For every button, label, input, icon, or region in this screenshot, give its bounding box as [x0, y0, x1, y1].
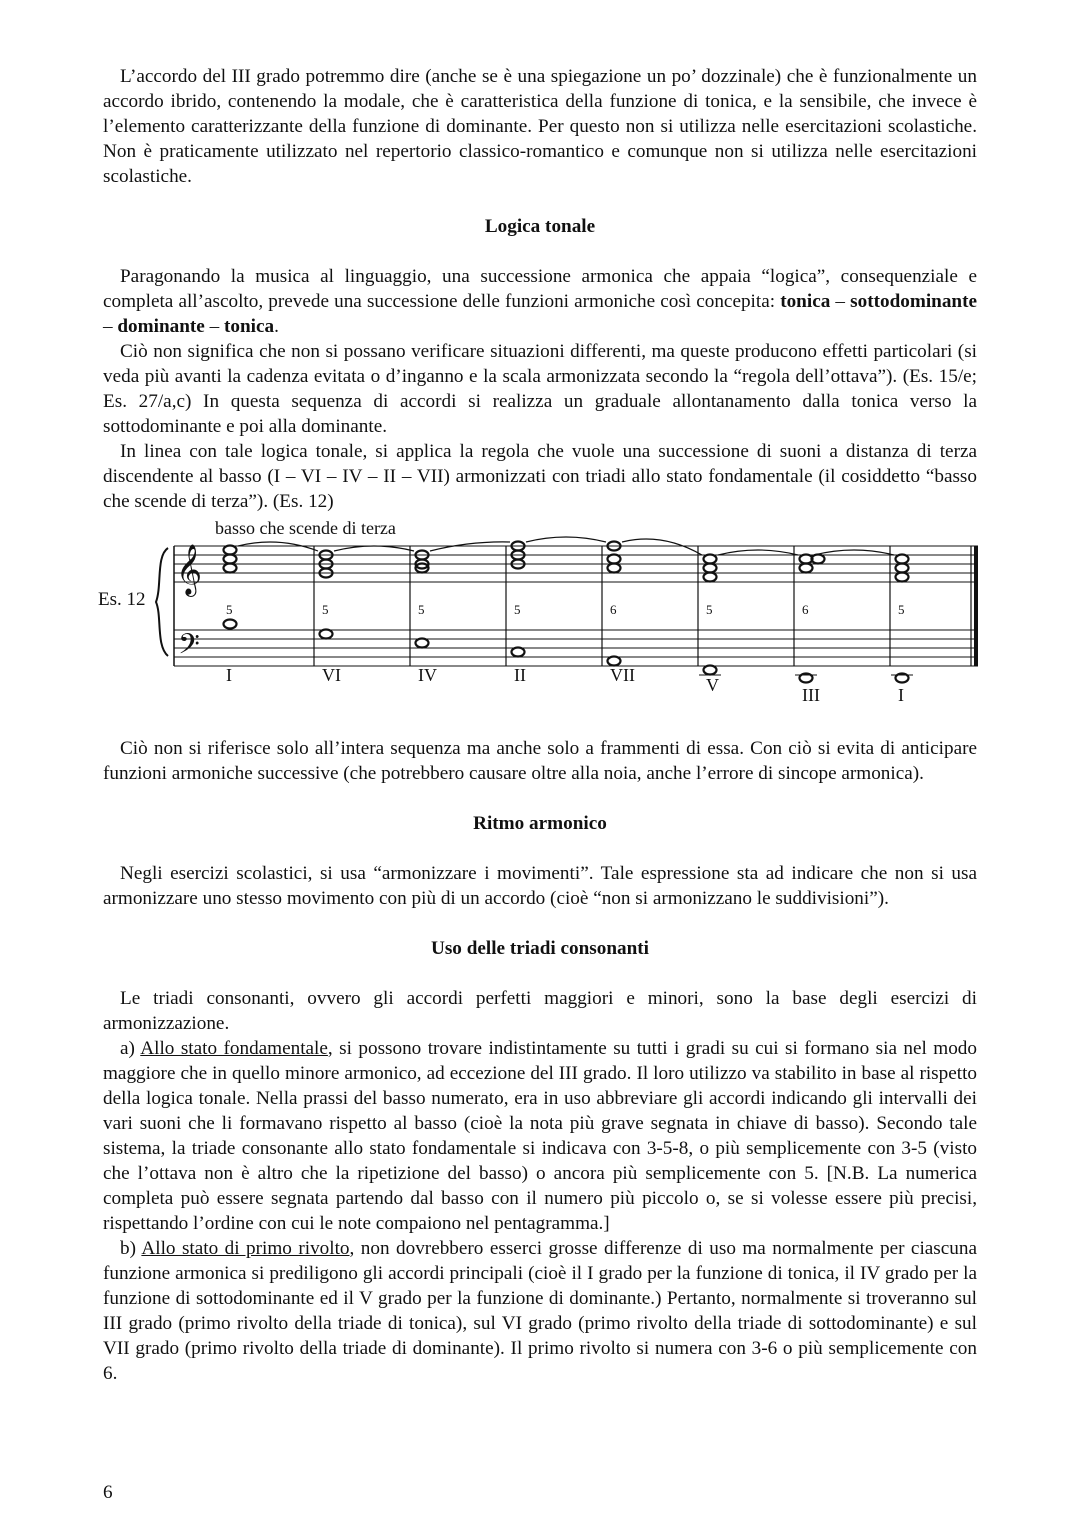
treble-note: [800, 564, 813, 573]
tie: [334, 546, 414, 551]
figure-8: 5: [898, 602, 905, 617]
tie: [622, 539, 702, 555]
heading-triadi: Uso delle triadi consonanti: [430, 938, 649, 959]
treble-note: [608, 564, 621, 573]
figure-4: 5: [514, 602, 521, 617]
treble-note: [704, 573, 717, 582]
bass-note: [512, 648, 525, 657]
heading-logica-tonale: Logica tonale: [484, 216, 596, 237]
music-example-12: [98, 516, 977, 716]
degree-3: IV: [418, 665, 437, 685]
example-label: Es. 12: [98, 589, 146, 610]
score-image: [98, 516, 978, 716]
treble-note: [896, 555, 909, 564]
paragraph-logica-1: Paragonando la musica al linguaggio, una successione armonica che appaia “logica”, consequenziale e completa all’ascolto, prevede una successione delle funzioni armoniche così concepita: tonica – sottodominante – dominante – tonica.: [103, 266, 978, 337]
treble-note: [224, 564, 237, 573]
paragraph-logica-2: Ciò non significa che non si possano verificare situazioni differenti, ma queste producono effetti particolari (si veda più avanti la cadenza evitata o d’inganno e la scala armonizzata secondo la “regola dell’ottava”). (Es. 15/e; Es. 27/a,c) In questa sequenza di accordi si realizza un graduale allontanamento dalla tonica verso la sottodominante e poi alla dominante.: [103, 341, 977, 437]
bass-note: [416, 639, 429, 648]
page-body: [98, 64, 978, 1386]
treble-note: [704, 564, 717, 573]
treble-note: [224, 555, 237, 564]
paragraph-triadi-1: Le triadi consonanti, ovvero gli accordi perfetti maggiori e minori, sono la base degli esercizi di armonizzazione.: [103, 988, 977, 1034]
paragraph-after-example: Ciò non si riferisce solo all’intera sequenza ma anche solo a frammenti di essa. Con ciò si evita di anticipare funzioni armoniche successive (che potrebbero causare oltre alla noia, anche l’errore di sincope armonica).: [103, 738, 977, 784]
brace: [156, 548, 168, 656]
figure-6: 5: [706, 602, 713, 617]
paragraph-ritmo: Negli esercizi scolastici, si usa “armonizzare i movimenti”. Tale espressione sta ad indicare che non si usa armonizzare uno stesso movimento con più di un accordo (cioè “non si armonizzano le suddivisioni”).: [103, 863, 977, 909]
tie: [526, 537, 606, 542]
bass-note: [224, 620, 237, 629]
example-caption: basso che scende di terza: [215, 518, 396, 538]
paragraph-triadi-a: a) Allo stato fondamentale, si possono trovare indistintamente su tutti i gradi su cui si formano sia nel modo maggiore che in quello minore armonico, ad eccezione del III grado. Il loro utilizzo va stabilito in base al rispetto della logica tonale. Nella prassi del basso numerato, era in uso abbreviare gli accordi indicando gli intervalli dei vari suoni che li formavano rispetto al basso (cioè la nota più grave segnata in chiave di basso). Secondo tale sistema, la triade consonante allo stato fondamentale si indicava con 3-5-8, o più semplicemente con 3-5 (visto che l’ottava non è altro che la ripetizione del basso) o ancora più semplicemente con 5. [N.B. La numerica completa può essere segnata partendo dal basso con il numero più piccolo o, se si volesse essere più precisi, rispettando l’ordine con cui le note compaiono nel pentagramma.]: [103, 1038, 977, 1234]
treble-clef-icon: 𝄞: [176, 544, 203, 595]
paragraph-logica-3: In linea con tale logica tonale, si applica la regola che vuole una successione di suoni a distanza di terza discendente al basso (I – VI – IV – II – VII) armonizzati con triadi allo stato fondamentale (il cosiddetto “basso che scende di terza”). (Es. 12): [103, 441, 977, 512]
degree-2: VI: [322, 665, 341, 685]
treble-staff: [174, 546, 978, 582]
figure-1: 5: [226, 602, 233, 617]
treble-note: [704, 555, 717, 564]
figure-3: 5: [418, 602, 425, 617]
degree-6: V: [706, 675, 719, 695]
degree-5: VII: [610, 665, 635, 685]
bass-note: [704, 666, 717, 675]
tie: [814, 550, 894, 555]
figure-2: 5: [322, 602, 329, 617]
figured-bass: [226, 602, 905, 617]
degree-4: II: [514, 665, 526, 685]
figure-5: 6: [610, 602, 617, 617]
degree-8: I: [898, 685, 904, 705]
tie: [718, 550, 798, 555]
paragraph-triadi-b: b) Allo stato di primo rivolto, non dovrebbero esserci grosse differenze di uso ma normalmente per ciascuna funzione armonica si prediligono gli accordi principali (cioè il I grado per la funzione di tonica, il IV grado per la funzione di sottodominante ed il V grado per la funzione di dominante.) Pertanto, normalmente si troveranno sul III grado (primo rivolto della triade di tonica), sul VI grado (primo rivolto della triade di sottodominante) e sul VII grado (primo rivolto della triade di dominante). Il primo rivolto si numera con 3-6 o più semplicemente con 6.: [103, 1238, 977, 1384]
treble-note: [224, 546, 237, 555]
treble-note: [896, 573, 909, 582]
paragraph-intro: L’accordo del III grado potremmo dire (anche se è una spiegazione un po’ dozzinale) che è funzionalmente un accordo ibrido, contenendo la modale, che è caratteristica della funzione di tonica, e la sensibile, che invece è l’elemento caratterizzante della funzione di dominante. Per questo non si utilizza nelle esercitazioni scolastiche. Non è praticamente utilizzato nel repertorio classico-romantico e comunque non si utilizza nelle esercitazioni scolastiche.: [103, 66, 977, 187]
bass-clef-icon: 𝄢: [178, 628, 200, 668]
treble-note: [608, 555, 621, 564]
page-number: 6: [103, 1482, 113, 1503]
figure-7: 6: [802, 602, 809, 617]
bass-staff: [174, 630, 978, 666]
degree-7: III: [802, 685, 820, 705]
treble-note: [896, 564, 909, 573]
heading-ritmo-armonico: Ritmo armonico: [473, 813, 607, 834]
degree-1: I: [226, 665, 232, 685]
bass-note: [320, 630, 333, 639]
degree-labels: [226, 665, 904, 705]
